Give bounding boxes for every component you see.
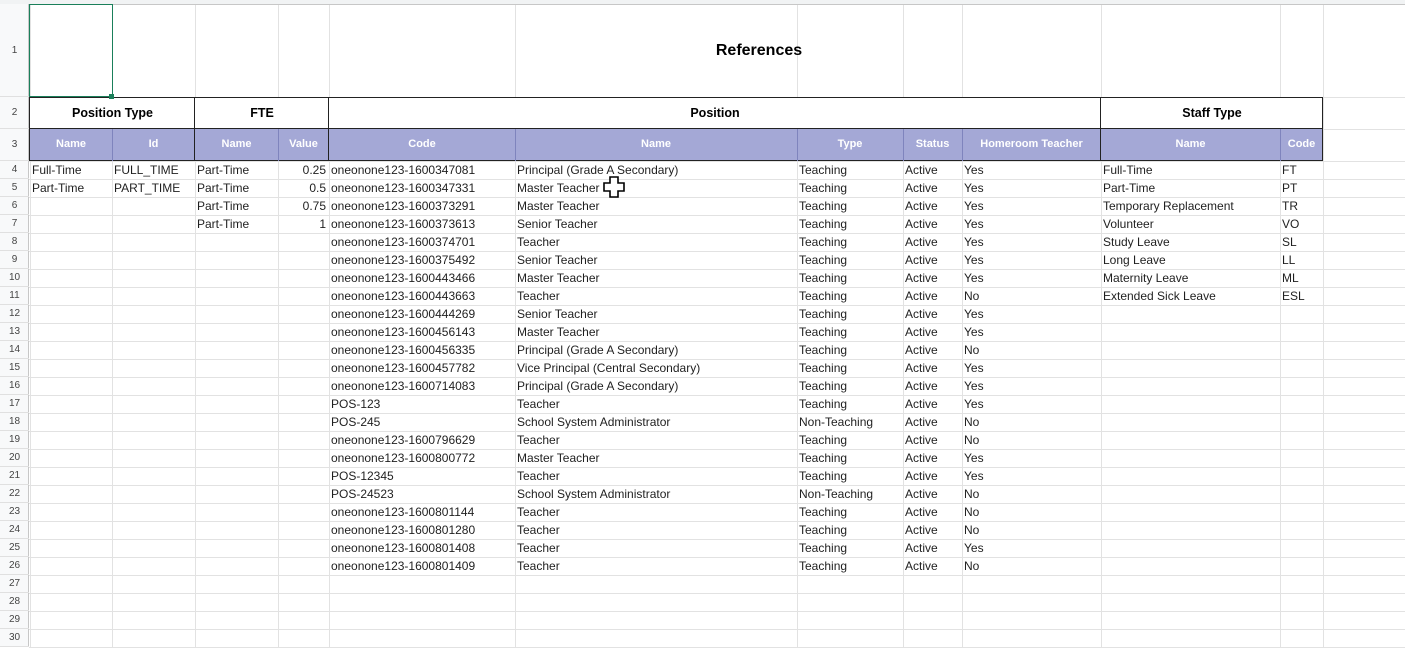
position-code-cell[interactable]: oneonone123-1600457782: [331, 361, 476, 375]
position-name-cell[interactable]: Senior Teacher: [517, 217, 598, 231]
homeroom-teacher-cell[interactable]: Yes: [964, 541, 984, 555]
row-number[interactable]: 21: [0, 467, 29, 485]
header-divider-line: [112, 129, 113, 161]
homeroom-teacher-cell[interactable]: Yes: [964, 199, 984, 213]
sheet-title[interactable]: References: [715, 41, 803, 59]
crosshair-plus-cursor-icon: [603, 176, 625, 198]
position-code-cell[interactable]: oneonone123-1600456335: [331, 343, 476, 357]
position-status-cell[interactable]: Active: [905, 163, 938, 177]
homeroom-teacher-cell[interactable]: No: [964, 559, 980, 573]
position-code-cell[interactable]: oneonone123-1600374701: [331, 235, 476, 249]
group-header-fte[interactable]: FTE: [195, 97, 329, 129]
column-header-cell[interactable]: Id: [112, 129, 195, 161]
position-status-cell[interactable]: Active: [905, 433, 938, 447]
column-header-cell[interactable]: Name: [1101, 129, 1280, 161]
row-number[interactable]: 27: [0, 575, 29, 593]
position-status-cell[interactable]: Active: [905, 361, 938, 375]
position-name-cell[interactable]: Teacher: [517, 469, 560, 483]
position-status-cell[interactable]: Active: [905, 199, 938, 213]
row-number[interactable]: 5: [0, 179, 29, 197]
position-status-cell[interactable]: Active: [905, 451, 938, 465]
position-type-cell[interactable]: Teaching: [799, 289, 848, 303]
position-type-cell[interactable]: Non-Teaching: [799, 487, 874, 501]
position-name-cell[interactable]: Master Teacher: [517, 271, 600, 285]
position-type-cell[interactable]: Teaching: [799, 181, 848, 195]
group-header-position[interactable]: Position: [329, 97, 1101, 129]
fte-value-cell[interactable]: 0.5: [309, 181, 326, 195]
staff-type-name-cell[interactable]: Part-Time: [1103, 181, 1156, 195]
table-border-line: [328, 97, 329, 161]
staff-type-code-cell[interactable]: FT: [1282, 163, 1297, 177]
grid-row-line: [29, 575, 1405, 576]
homeroom-teacher-cell[interactable]: Yes: [964, 217, 984, 231]
position-type-name-cell[interactable]: Part-Time: [32, 181, 85, 195]
table-border-line: [29, 97, 30, 161]
column-header-cell[interactable]: Name: [30, 129, 112, 161]
staff-type-code-cell[interactable]: SL: [1282, 235, 1297, 249]
position-code-cell[interactable]: POS-245: [331, 415, 381, 429]
row-number[interactable]: 2: [0, 97, 29, 129]
fte-name-cell[interactable]: Part-Time: [197, 163, 250, 177]
position-type-cell[interactable]: Teaching: [799, 451, 848, 465]
position-name-cell[interactable]: School System Administrator: [517, 415, 671, 429]
row-number[interactable]: 12: [0, 305, 29, 323]
row-number[interactable]: 9: [0, 251, 29, 269]
staff-type-code-cell[interactable]: ML: [1282, 271, 1299, 285]
row-number[interactable]: 8: [0, 233, 29, 251]
position-type-cell[interactable]: Teaching: [799, 163, 848, 177]
column-header-cell[interactable]: Status: [903, 129, 962, 161]
position-name-cell[interactable]: Teacher: [517, 397, 560, 411]
position-status-cell[interactable]: Active: [905, 469, 938, 483]
row-number[interactable]: 18: [0, 413, 29, 431]
row-number[interactable]: 29: [0, 611, 29, 629]
staff-type-name-cell[interactable]: Temporary Replacement: [1103, 199, 1234, 213]
position-name-cell[interactable]: Master Teacher: [517, 199, 600, 213]
position-code-cell[interactable]: oneonone123-1600373613: [331, 217, 476, 231]
position-status-cell[interactable]: Active: [905, 523, 938, 537]
row-number[interactable]: 15: [0, 359, 29, 377]
position-status-cell[interactable]: Active: [905, 379, 938, 393]
row-number[interactable]: 17: [0, 395, 29, 413]
homeroom-teacher-cell[interactable]: No: [964, 343, 980, 357]
position-type-cell[interactable]: Teaching: [799, 253, 848, 267]
position-status-cell[interactable]: Active: [905, 343, 938, 357]
position-status-cell[interactable]: Active: [905, 505, 938, 519]
position-type-cell[interactable]: Teaching: [799, 271, 848, 285]
homeroom-teacher-cell[interactable]: Yes: [964, 271, 984, 285]
row-number[interactable]: 22: [0, 485, 29, 503]
position-code-cell[interactable]: POS-24523: [331, 487, 394, 501]
column-header-cell[interactable]: Type: [797, 129, 903, 161]
staff-type-code-cell[interactable]: PT: [1282, 181, 1298, 195]
column-header-bar[interactable]: [0, 0, 1405, 5]
row-number[interactable]: 14: [0, 341, 29, 359]
grid-row-line: [29, 593, 1405, 594]
group-header-staff-type[interactable]: Staff Type: [1101, 97, 1323, 129]
position-code-cell[interactable]: oneonone123-1600347331: [331, 181, 476, 195]
column-header-cell[interactable]: Code: [1280, 129, 1323, 161]
row-number[interactable]: 26: [0, 557, 29, 575]
position-status-cell[interactable]: Active: [905, 307, 938, 321]
position-name-cell[interactable]: Principal (Grade A Secondary): [517, 379, 679, 393]
row-number[interactable]: 30: [0, 629, 29, 647]
row-number[interactable]: 1: [0, 4, 29, 97]
row-number[interactable]: 10: [0, 269, 29, 287]
fte-value-cell[interactable]: 0.25: [302, 163, 326, 177]
position-type-cell[interactable]: Teaching: [799, 505, 848, 519]
position-name-cell[interactable]: Senior Teacher: [517, 253, 598, 267]
position-type-cell[interactable]: Teaching: [799, 379, 848, 393]
position-code-cell[interactable]: POS-12345: [331, 469, 394, 483]
staff-type-name-cell[interactable]: Extended Sick Leave: [1103, 289, 1216, 303]
position-status-cell[interactable]: Active: [905, 541, 938, 555]
position-code-cell[interactable]: POS-123: [331, 397, 381, 411]
row-number[interactable]: 3: [0, 129, 29, 161]
position-code-cell[interactable]: oneonone123-1600375492: [331, 253, 476, 267]
homeroom-teacher-cell[interactable]: Yes: [964, 325, 984, 339]
row-number[interactable]: 16: [0, 377, 29, 395]
position-code-cell[interactable]: oneonone123-1600801144: [331, 505, 475, 519]
selection-fill-handle[interactable]: [109, 94, 114, 99]
position-type-cell[interactable]: Teaching: [799, 523, 848, 537]
row-number[interactable]: 20: [0, 449, 29, 467]
position-type-cell[interactable]: Teaching: [799, 325, 848, 339]
position-name-cell[interactable]: Senior Teacher: [517, 307, 598, 321]
row-number[interactable]: 6: [0, 197, 29, 215]
position-status-cell[interactable]: Active: [905, 181, 938, 195]
homeroom-teacher-cell[interactable]: Yes: [964, 379, 984, 393]
position-name-cell[interactable]: Principal (Grade A Secondary): [517, 163, 679, 177]
position-type-id-cell[interactable]: PART_TIME: [114, 181, 181, 195]
homeroom-teacher-cell[interactable]: No: [964, 433, 980, 447]
column-header-cell[interactable]: Homeroom Teacher: [962, 129, 1101, 161]
staff-type-name-cell[interactable]: Volunteer: [1103, 217, 1154, 231]
homeroom-teacher-cell[interactable]: Yes: [964, 451, 984, 465]
homeroom-teacher-cell[interactable]: No: [964, 523, 980, 537]
position-name-cell[interactable]: Teacher: [517, 505, 560, 519]
header-divider-line: [278, 129, 279, 161]
staff-type-name-cell[interactable]: Full-Time: [1103, 163, 1153, 177]
homeroom-teacher-cell[interactable]: Yes: [964, 307, 984, 321]
fte-value-cell[interactable]: 1: [319, 217, 326, 231]
position-status-cell[interactable]: Active: [905, 559, 938, 573]
position-type-cell[interactable]: Teaching: [799, 541, 848, 555]
position-type-cell[interactable]: Teaching: [799, 469, 848, 483]
fte-value-cell[interactable]: 0.75: [302, 199, 326, 213]
position-status-cell[interactable]: Active: [905, 397, 938, 411]
position-status-cell[interactable]: Active: [905, 271, 938, 285]
homeroom-teacher-cell[interactable]: Yes: [964, 361, 984, 375]
grid-row-line: [29, 629, 1405, 630]
position-status-cell[interactable]: Active: [905, 415, 938, 429]
homeroom-teacher-cell[interactable]: No: [964, 487, 980, 501]
grid-column-line: [1323, 0, 1324, 647]
position-type-cell[interactable]: Teaching: [799, 433, 848, 447]
position-code-cell[interactable]: oneonone123-1600443663: [331, 289, 476, 303]
position-name-cell[interactable]: Teacher: [517, 523, 560, 537]
staff-type-name-cell[interactable]: Study Leave: [1103, 235, 1170, 249]
row-number[interactable]: 7: [0, 215, 29, 233]
position-type-cell[interactable]: Teaching: [799, 307, 848, 321]
staff-type-code-cell[interactable]: TR: [1282, 199, 1298, 213]
position-code-cell[interactable]: oneonone123-1600801408: [331, 541, 476, 555]
position-status-cell[interactable]: Active: [905, 217, 938, 231]
position-type-cell[interactable]: Teaching: [799, 397, 848, 411]
position-name-cell[interactable]: Principal (Grade A Secondary): [517, 343, 679, 357]
row-number[interactable]: 24: [0, 521, 29, 539]
header-divider-line: [1280, 129, 1281, 161]
position-status-cell[interactable]: Active: [905, 325, 938, 339]
position-code-cell[interactable]: oneonone123-1600373291: [331, 199, 476, 213]
homeroom-teacher-cell[interactable]: Yes: [964, 163, 984, 177]
position-code-cell[interactable]: oneonone123-1600347081: [331, 163, 476, 177]
table-border-line: [1322, 97, 1323, 161]
row-number[interactable]: 25: [0, 539, 29, 557]
row-number[interactable]: 13: [0, 323, 29, 341]
grid-row-line: [29, 611, 1405, 612]
header-divider-line: [797, 129, 798, 161]
position-name-cell[interactable]: Vice Principal (Central Secondary): [517, 361, 701, 375]
row-number[interactable]: 4: [0, 161, 29, 179]
homeroom-teacher-cell[interactable]: Yes: [964, 469, 984, 483]
position-type-cell[interactable]: Non-Teaching: [799, 415, 874, 429]
position-name-cell[interactable]: Master Teacher: [517, 451, 600, 465]
row-number[interactable]: 23: [0, 503, 29, 521]
position-type-cell[interactable]: Teaching: [799, 199, 848, 213]
staff-type-code-cell[interactable]: VO: [1282, 217, 1300, 231]
column-header-cell[interactable]: Code: [329, 129, 515, 161]
position-status-cell[interactable]: Active: [905, 289, 938, 303]
staff-type-code-cell[interactable]: LL: [1282, 253, 1296, 267]
homeroom-teacher-cell[interactable]: No: [964, 415, 980, 429]
row-number[interactable]: 28: [0, 593, 29, 611]
row-number[interactable]: 11: [0, 287, 29, 305]
position-code-cell[interactable]: oneonone123-1600444269: [331, 307, 476, 321]
staff-type-name-cell[interactable]: Long Leave: [1103, 253, 1166, 267]
position-type-cell[interactable]: Teaching: [799, 343, 848, 357]
position-name-cell[interactable]: Teacher: [517, 559, 560, 573]
position-name-cell[interactable]: School System Administrator: [517, 487, 671, 501]
position-name-cell[interactable]: Master Teacher: [517, 325, 600, 339]
selected-cell-a1[interactable]: [29, 4, 113, 97]
position-status-cell[interactable]: Active: [905, 253, 938, 267]
row-number[interactable]: 19: [0, 431, 29, 449]
position-type-cell[interactable]: Teaching: [799, 217, 848, 231]
position-code-cell[interactable]: oneonone123-1600800772: [331, 451, 476, 465]
header-divider-line: [515, 129, 516, 161]
column-header-cell[interactable]: Name: [195, 129, 278, 161]
position-name-cell[interactable]: Teacher: [517, 235, 560, 249]
header-divider-line: [903, 129, 904, 161]
fte-name-cell[interactable]: Part-Time: [197, 199, 250, 213]
position-type-id-cell[interactable]: FULL_TIME: [114, 163, 179, 177]
staff-type-code-cell[interactable]: ESL: [1282, 289, 1305, 303]
fte-name-cell[interactable]: Part-Time: [197, 217, 250, 231]
homeroom-teacher-cell[interactable]: Yes: [964, 235, 984, 249]
position-type-cell[interactable]: Teaching: [799, 559, 848, 573]
position-name-cell[interactable]: Teacher: [517, 289, 560, 303]
position-code-cell[interactable]: oneonone123-1600443466: [331, 271, 476, 285]
homeroom-teacher-cell[interactable]: Yes: [964, 253, 984, 267]
position-code-cell[interactable]: oneonone123-1600796629: [331, 433, 476, 447]
table-border-line: [1100, 97, 1101, 161]
position-status-cell[interactable]: Active: [905, 487, 938, 501]
staff-type-name-cell[interactable]: Maternity Leave: [1103, 271, 1189, 285]
table-border-line: [194, 97, 195, 161]
position-code-cell[interactable]: oneonone123-1600801409: [331, 559, 476, 573]
position-code-cell[interactable]: oneonone123-1600714083: [331, 379, 476, 393]
position-code-cell[interactable]: oneonone123-1600801280: [331, 523, 476, 537]
fte-name-cell[interactable]: Part-Time: [197, 181, 250, 195]
column-header-cell[interactable]: Value: [278, 129, 329, 161]
row-header-column[interactable]: [0, 4, 29, 647]
position-code-cell[interactable]: oneonone123-1600456143: [331, 325, 476, 339]
homeroom-teacher-cell[interactable]: Yes: [964, 397, 984, 411]
position-type-name-cell[interactable]: Full-Time: [32, 163, 82, 177]
homeroom-teacher-cell[interactable]: No: [964, 289, 980, 303]
group-header-position-type[interactable]: Position Type: [30, 97, 195, 129]
position-status-cell[interactable]: Active: [905, 235, 938, 249]
position-type-cell[interactable]: Teaching: [799, 361, 848, 375]
position-type-cell[interactable]: Teaching: [799, 235, 848, 249]
position-name-cell[interactable]: Teacher: [517, 541, 560, 555]
column-header-cell[interactable]: Name: [515, 129, 797, 161]
position-name-cell[interactable]: Teacher: [517, 433, 560, 447]
homeroom-teacher-cell[interactable]: No: [964, 505, 980, 519]
homeroom-teacher-cell[interactable]: Yes: [964, 181, 984, 195]
position-name-cell[interactable]: Master Teacher: [517, 181, 600, 195]
header-divider-line: [962, 129, 963, 161]
